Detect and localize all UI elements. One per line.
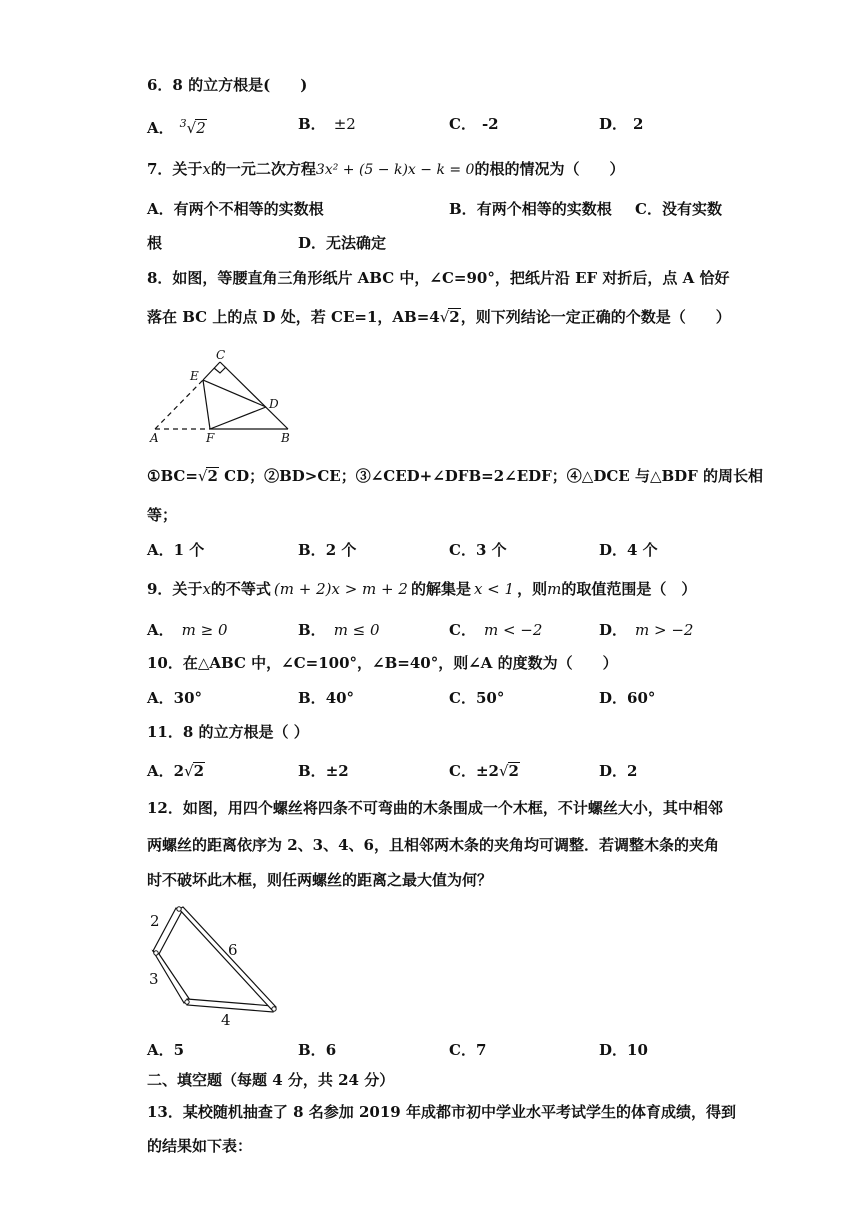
q8-option-c: C．3 个	[449, 541, 507, 559]
q12-figure	[145, 900, 295, 1030]
q12-bar-3	[153, 951, 190, 1003]
q9-option-c: C． m < −2	[449, 621, 543, 639]
q12-label-3: 3	[149, 970, 159, 988]
q8-fold-ef	[203, 380, 210, 429]
q7-option-c: C．没有实数	[635, 200, 722, 218]
q12-line1: 12．如图，用四个螺丝将四条不可弯曲的木条围成一个木框，不计螺丝大小，其中相邻	[147, 799, 723, 817]
q8-label-b: B	[281, 431, 290, 445]
q10-option-b: B．40°	[298, 689, 355, 707]
q10-option-c: C．50°	[449, 689, 505, 707]
q7-option-d: D．无法确定	[298, 234, 387, 252]
q8-label-c: C	[216, 348, 226, 362]
q7-option-a: A．有两个不相等的实数根	[147, 200, 324, 218]
q12-screw-left	[154, 951, 158, 955]
q6-option-d: D． 2	[599, 115, 644, 133]
q12-label-2: 2	[150, 912, 160, 930]
q13-line1: 13．某校随机抽查了 8 名参加 2019 年成都市初中学业水平考试学生的体育成绩，得到	[147, 1103, 736, 1121]
q6-option-c: C． -2	[449, 115, 499, 133]
q13-line2: 的结果如下表：	[147, 1137, 253, 1155]
q12-line2: 两螺丝的距离依序为 2、3、4、6，且相邻两木条的夹角均可调整．若调整木条的夹角	[147, 836, 719, 854]
q12-screw-bottom-left	[185, 1000, 189, 1004]
q11-option-a: A．2√2	[147, 762, 205, 780]
q12-label-4: 4	[221, 1011, 231, 1029]
q12-label-6: 6	[228, 941, 238, 959]
q11-option-d: D．2	[599, 762, 638, 780]
q8-right-angle-mark	[214, 367, 226, 373]
q8-figure	[145, 345, 305, 445]
q8-statements: ①BC=√2 CD；②BD>CE；③∠CED+∠DFB=2∠EDF；④△DCE 与△BDF 的周长相	[147, 467, 764, 485]
q8-line2: 落在 BC 上的点 D 处，若 CE=1，AB=4√2，则下列结论一定正确的个数是（ ）	[147, 308, 731, 326]
q9-stem: 9．关于x的不等式 (m + 2)x > m + 2 的解集是 x < 1 ，则m的取值范围是（ ）	[147, 580, 697, 598]
q6-stem: 6．8 的立方根是( )	[147, 76, 308, 94]
q6-option-a: A． $^3$√2	[147, 117, 206, 137]
q12-line3: 时不破坏此木框，则任两螺丝的距离之最大值为何？	[147, 871, 493, 889]
q9-option-b: B． m ≤ 0	[298, 621, 380, 639]
q10-option-a: A．30°	[147, 689, 203, 707]
q8-option-b: B．2 个	[298, 541, 357, 559]
q8-segment-ed	[203, 380, 266, 407]
q12-option-a: A．5	[147, 1041, 185, 1059]
q7-stem: 7．关于x的一元二次方程3x² + (5 − k)x − k = 0的根的情况为（ ）	[147, 160, 625, 178]
q11-option-b: B．±2	[298, 762, 349, 780]
q12-screw-bottom-right	[272, 1007, 276, 1011]
q10-stem: 10．在△ABC 中，∠C=100°，∠B=40°，则∠A 的度数为（ ）	[147, 654, 618, 672]
q8-side-cb	[220, 362, 288, 429]
q12-option-c: C．7	[449, 1041, 487, 1059]
q8-label-d: D	[269, 397, 279, 411]
q8-statements-line2: 等；	[147, 506, 178, 524]
q8-label-a: A	[150, 431, 159, 445]
q12-option-d: D．10	[599, 1041, 648, 1059]
q11-option-c: C．±2√2	[449, 762, 519, 780]
q8-label-e: E	[190, 369, 199, 383]
section-title: 二、填空题（每题 4 分，共 24 分）	[147, 1071, 395, 1089]
q9-option-a: A． m ≥ 0	[147, 621, 228, 639]
q6-option-b: B． ±2	[298, 115, 356, 133]
q8-line1: 8．如图，等腰直角三角形纸片 ABC 中，∠C=90°，把纸片沿 EF 对折后，点 A 恰好	[147, 269, 730, 287]
q8-label-f: F	[206, 431, 215, 445]
q12-screw-top	[177, 907, 181, 911]
q7-option-b: B．有两个相等的实数根	[449, 200, 612, 218]
q8-segment-fd	[210, 407, 266, 429]
q12-option-b: B．6	[298, 1041, 337, 1059]
q8-option-a: A．1 个	[147, 541, 205, 559]
q8-option-d: D．4 个	[599, 541, 658, 559]
q9-option-d: D． m > −2	[599, 621, 694, 639]
q10-option-d: D．60°	[599, 689, 656, 707]
q7-option-c-wrap: 根	[147, 234, 163, 252]
q11-stem: 11．8 的立方根是（ ）	[147, 723, 309, 741]
q8-dashed-ae	[155, 380, 203, 429]
